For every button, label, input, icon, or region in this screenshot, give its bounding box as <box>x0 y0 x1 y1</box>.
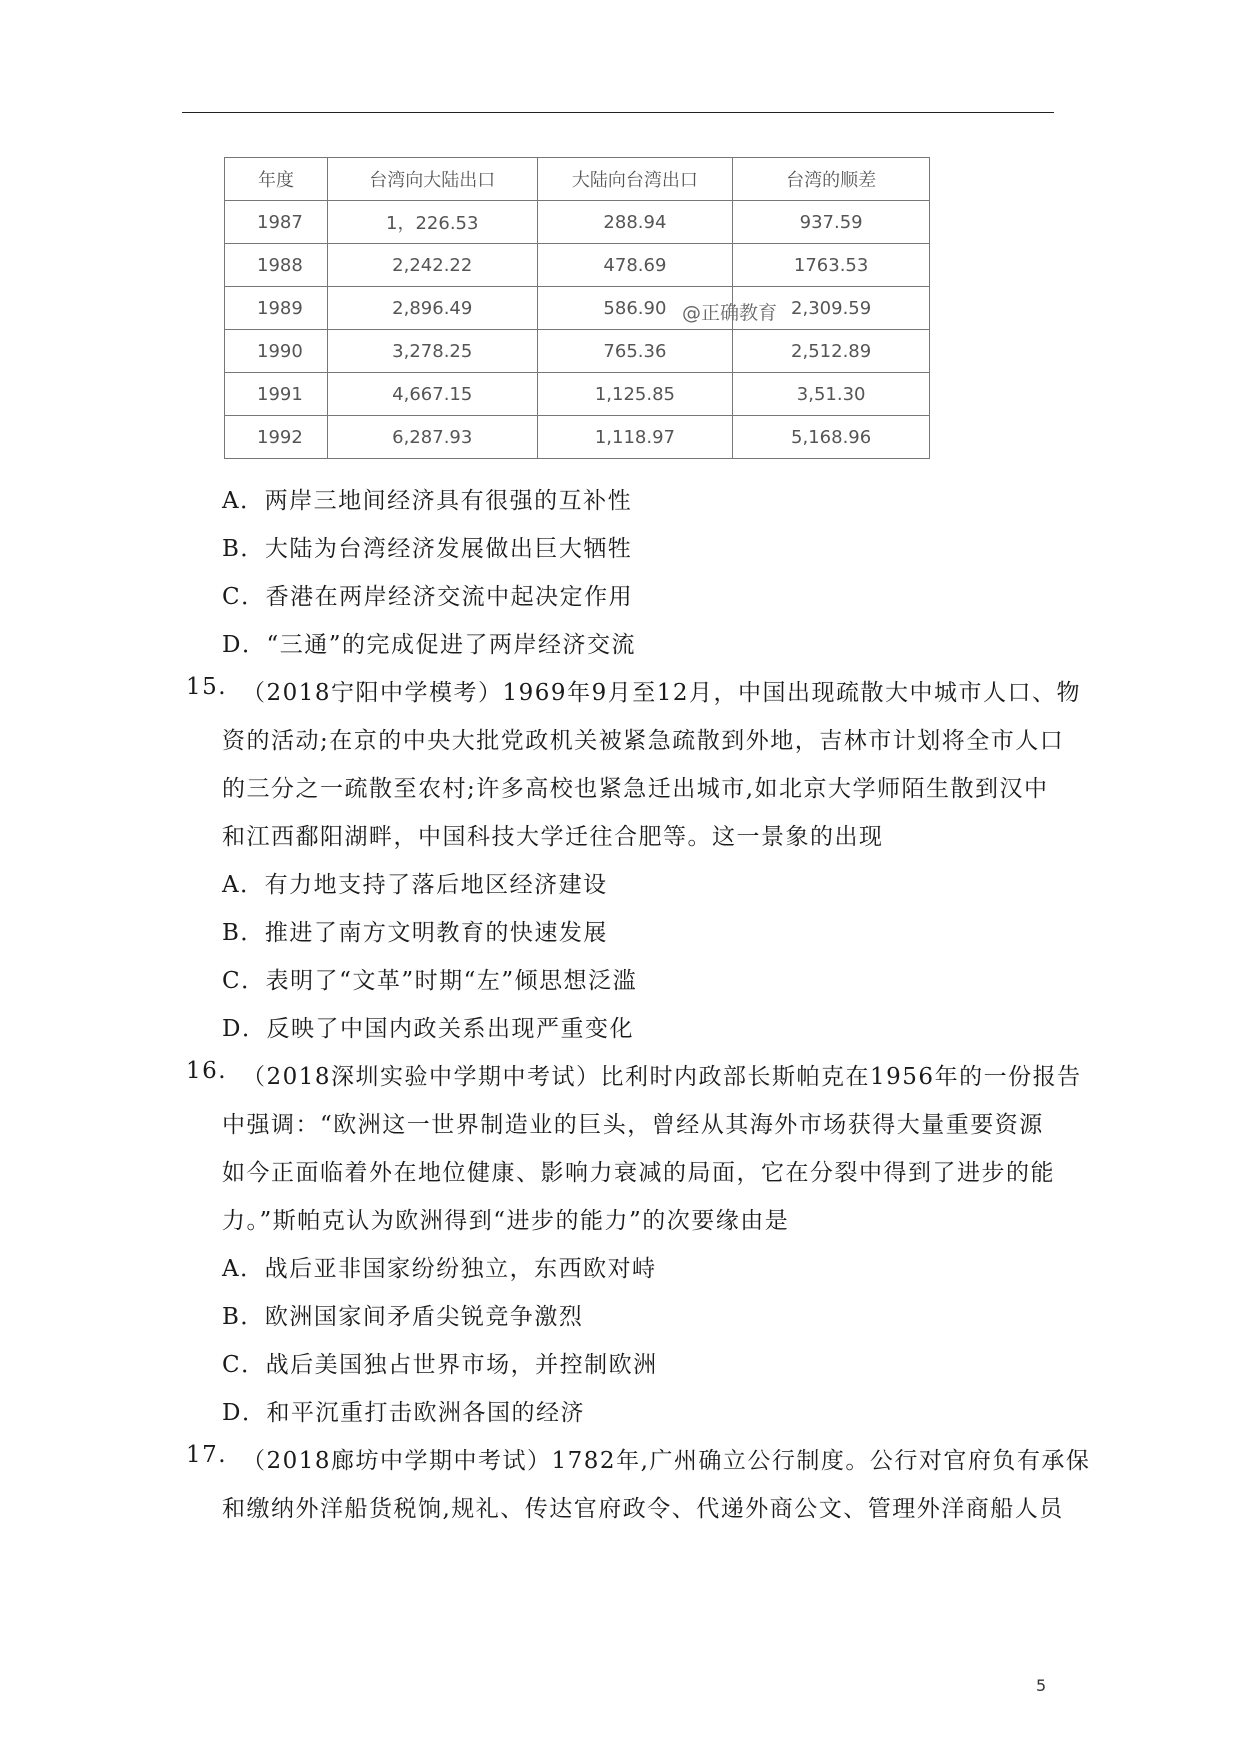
q17-stem-line: （2018廊坊中学期中考试）1782年,广州确立公行制度。公行对官府负有承保 <box>242 1448 1091 1474</box>
table-cell: 4,667.15 <box>327 373 537 416</box>
table-cell: 3,51.30 <box>733 373 930 416</box>
q15-stem-line: 的三分之一疏散至农村;许多高校也紧急迁出城市,如北京大学师陌生散到汉中 <box>222 776 1049 802</box>
table-cell: 937.59 <box>733 201 930 244</box>
q15-stem-line: （2018宁阳中学模考）1969年9月至12月，中国出现疏散大中城市人口、物 <box>242 680 1081 706</box>
trade-table <box>224 157 930 459</box>
table-cell: 2,309.59 <box>733 287 930 330</box>
table-row <box>225 330 930 373</box>
q14-option-d: D．“三通”的完成促进了两岸经济交流 <box>222 632 636 658</box>
q16-stem-line: （2018深圳实验中学期中考试）比利时内政部长斯帕克在1956年的一份报告 <box>242 1064 1082 1090</box>
table-cell-year: 1990 <box>225 330 328 373</box>
q14-option-b: B．大陆为台湾经济发展做出巨大牺牲 <box>222 536 633 562</box>
table-header-cell: 年度 <box>225 158 328 201</box>
q16-option-b: B．欧洲国家间矛盾尖锐竞争激烈 <box>222 1304 584 1330</box>
table-cell: 2,896.49 <box>327 287 537 330</box>
q16-option-a: A．战后亚非国家纷纷独立，东西欧对峙 <box>222 1256 657 1282</box>
table-cell: 1，226.53 <box>327 201 537 244</box>
table-cell: 6,287.93 <box>327 416 537 459</box>
table-cell: 765.36 <box>537 330 733 373</box>
table-cell: 288.94 <box>537 201 733 244</box>
q15-option-d: D．反映了中国内政关系出现严重变化 <box>222 1016 634 1042</box>
table-header-cell: 台湾的顺差 <box>733 158 930 201</box>
table-header-cell: 大陆向台湾出口 <box>537 158 733 201</box>
table-row <box>225 287 930 330</box>
table-row <box>225 201 930 244</box>
q17-number: 17. <box>186 1442 228 1468</box>
table-cell: 1763.53 <box>733 244 930 287</box>
q15-option-c: C．表明了“文革”时期“左”倾思想泛滥 <box>222 968 638 994</box>
table-cell-year: 1989 <box>225 287 328 330</box>
q14-option-c: C．香港在两岸经济交流中起决定作用 <box>222 584 634 610</box>
table-cell-year: 1991 <box>225 373 328 416</box>
table-header-cell: 台湾向大陆出口 <box>327 158 537 201</box>
q15-stem-line: 和江西鄱阳湖畔，中国科技大学迁往合肥等。这一景象的出现 <box>222 824 884 850</box>
q16-stem-line: 如今正面临着外在地位健康、影响力衰减的局面，它在分裂中得到了进步的能 <box>222 1160 1055 1186</box>
table-cell: 1,118.97 <box>537 416 733 459</box>
header-rule <box>182 112 1054 113</box>
table-cell-year: 1988 <box>225 244 328 287</box>
page-number: 5 <box>1036 1676 1047 1695</box>
q16-stem-line: 力。”斯帕克认为欧洲得到“进步的能力”的次要缘由是 <box>222 1208 790 1234</box>
table-cell-year: 1992 <box>225 416 328 459</box>
table-cell: 2,512.89 <box>733 330 930 373</box>
table-row <box>225 416 930 459</box>
q15-stem-line: 资的活动;在京的中央大批党政机关被紧急疏散到外地，吉林市计划将全市人口 <box>222 728 1065 754</box>
q16-option-c: C．战后美国独占世界市场，并控制欧洲 <box>222 1352 658 1378</box>
table-cell: 3,278.25 <box>327 330 537 373</box>
table-cell: 2,242.22 <box>327 244 537 287</box>
q16-stem-line: 中强调：“欧洲这一世界制造业的巨头，曾经从其海外市场获得大量重要资源 <box>222 1112 1044 1138</box>
table-cell: 586.90 <box>537 287 733 330</box>
q17-stem-line: 和缴纳外洋船货税饷,规礼、传达官府政令、代递外商公文、管理外洋商船人员 <box>222 1496 1064 1522</box>
q16-number: 16. <box>186 1058 228 1084</box>
watermark: @正确教育 <box>682 302 778 324</box>
table-cell-year: 1987 <box>225 201 328 244</box>
q15-number: 15. <box>186 674 228 700</box>
table-cell: 5,168.96 <box>733 416 930 459</box>
q15-option-a: A．有力地支持了落后地区经济建设 <box>222 872 608 898</box>
table-row <box>225 244 930 287</box>
q14-option-a: A．两岸三地间经济具有很强的互补性 <box>222 488 633 514</box>
table-cell: 1,125.85 <box>537 373 733 416</box>
q15-option-b: B．推进了南方文明教育的快速发展 <box>222 920 608 946</box>
q16-option-d: D．和平沉重打击欧洲各国的经济 <box>222 1400 585 1426</box>
table-cell: 478.69 <box>537 244 733 287</box>
table-row <box>225 373 930 416</box>
table-header-row <box>225 158 930 201</box>
